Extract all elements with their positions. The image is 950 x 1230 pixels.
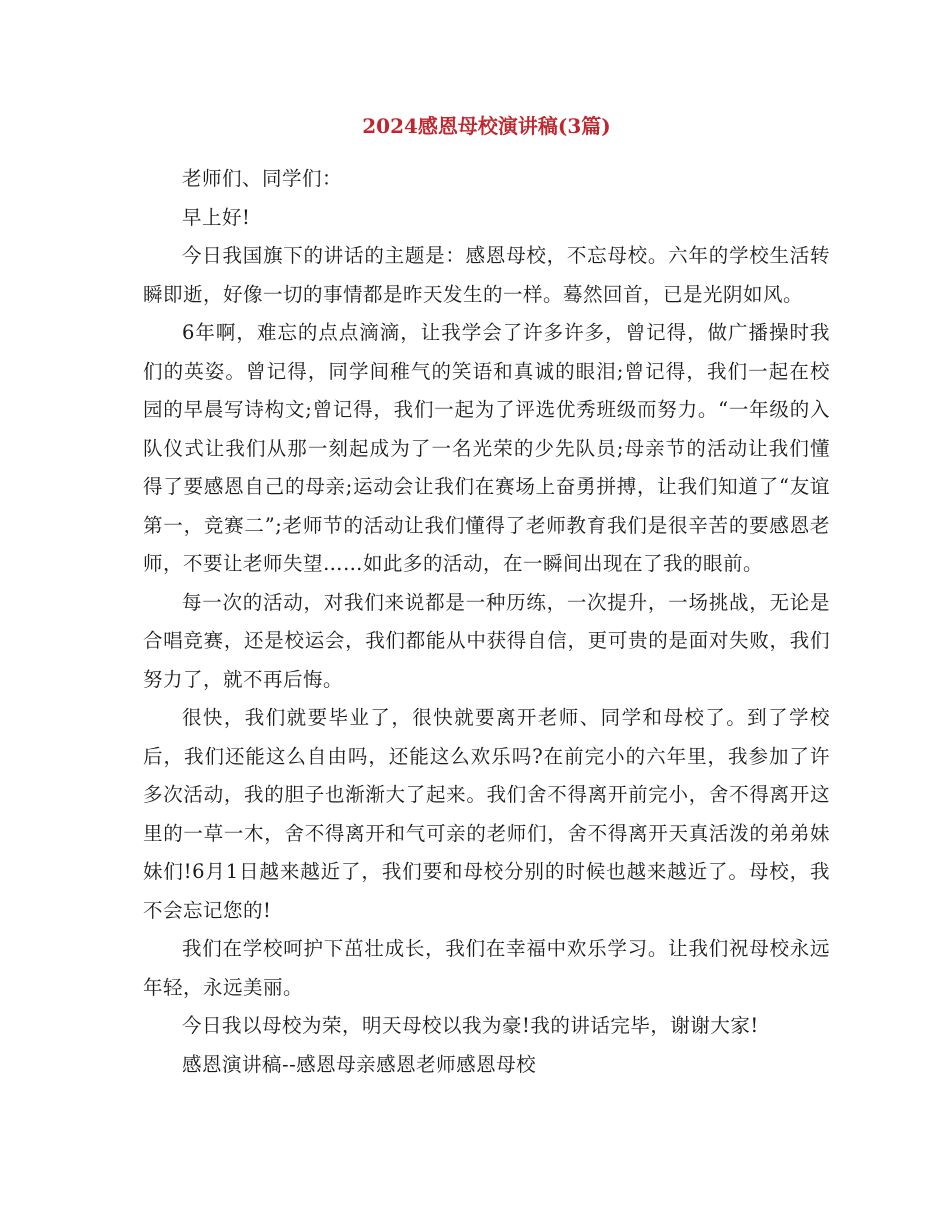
body-paragraph-1: 今日我国旗下的讲话的主题是：感恩母校，不忘母校。六年的学校生活转瞬即逝，好像一切的事情都是昨天发生的一样。蓦然回首，已是光阴如风。 bbox=[143, 244, 830, 306]
body-paragraph-4: 很快，我们就要毕业了，很快就要离开老师、同学和母校了。到了学校后，我们还能这么自由吗，还能这么欢乐吗?在前完小的六年里，我参加了许多次活动，我的胆子也渐渐大了起来。我们舍不得离开前完小，舍不得离开这里的一草一木，舍不得离开和气可亲的老师们，舍不得离开天真活泼的弟弟妹妹们!6月1日越来越近了，我们要和母校分别的时候也越来越近了。母校，我不会忘记您的! bbox=[143, 706, 830, 922]
greeting-paragraph: 早上好! bbox=[182, 205, 251, 229]
document-title: 2024感恩母校演讲稿(3篇) bbox=[362, 114, 611, 138]
closing-paragraph: 今日我以母校为荣，明天母校以我为豪!我的讲话完毕，谢谢大家! bbox=[182, 1014, 759, 1037]
next-section-heading: 感恩演讲稿--感恩母亲感恩老师感恩母校 bbox=[182, 1052, 537, 1076]
body-paragraph-5: 我们在学校呵护下茁壮成长，我们在幸福中欢乐学习。让我们祝母校永远年轻，永远美丽。 bbox=[143, 937, 830, 999]
salutation-paragraph: 老师们、同学们： bbox=[182, 167, 343, 190]
body-paragraph-3: 每一次的活动，对我们来说都是一种历练，一次提升，一场挑战，无论是合唱竞赛，还是校运会，我们都能从中获得自信，更可贵的是面对失败，我们努力了，就不再后悔。 bbox=[143, 590, 830, 691]
body-paragraph-2: 6年啊，难忘的点点滴滴，让我学会了许多许多，曾记得，做广播操时我们的英姿。曾记得，同学间稚气的笑语和真诚的眼泪;曾记得，我们一起在校园的早晨写诗构文;曾记得，我们一起为了评选优秀班级而努力。“一年级的入队仪式让我们从那一刻起成为了一名光荣的少先队员;母亲节的活动让我们懂得了要感恩自己的母亲;运动会让我们在赛场上奋勇拼搏，让我们知道了“友谊第一，竞赛二”;老师节的活动让我们懂得了老师教育我们是很辛苦的要感恩老师，不要让老师失望……如此多的活动，在一瞬间出现在了我的眼前。 bbox=[143, 321, 830, 575]
